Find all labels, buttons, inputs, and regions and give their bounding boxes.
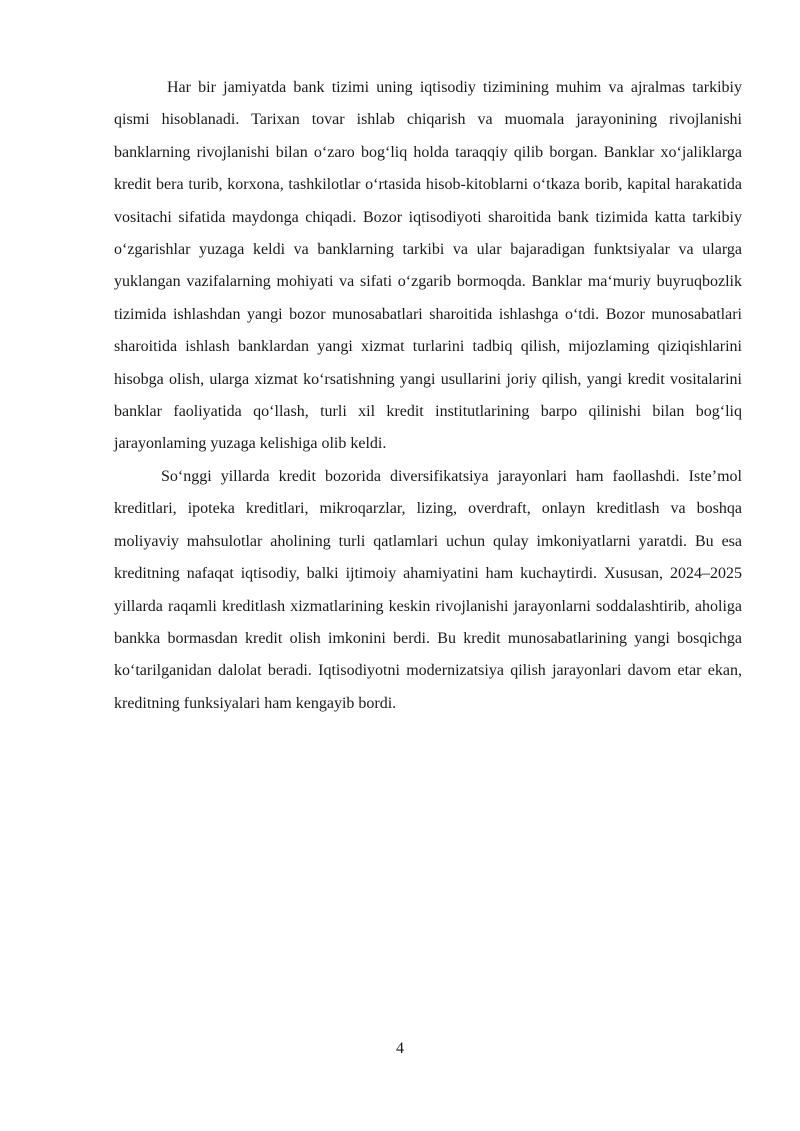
paragraph-1: Har bir jamiyatda bank tizimi uning iqtisodiy tizimining muhim va ajralmas tarkibiy qismi hisoblanadi. Tarixan tovar ishlab chiqarish va muomala jarayonining rivojlanishi banklarning rivojlanishi bilan o‘zaro bog‘liq holda taraqqiy qilib borgan. Banklar xo‘jaliklarga kredit bera turib, korxona, tashkilotlar o‘rtasida hisob-kitoblarni o‘tkaza borib, kapital harakatida vositachi sifatida maydonga chiqadi. Bozor iqtisodiyoti sharoitida bank tizimida katta tarkibiy o‘zgarishlar yuzaga keldi va banklarning tarkibi va ular bajaradigan funktsiyalar va ularga yuklangan vazifalarning mohiyati va sifati o‘zgarib bormoqda. Banklar ma‘muriy buyruqbozlik tizimida ishlashdan yangi bozor munosabatlari sharoitida ishlashga o‘tdi. Bozor munosabatlari sharoitida ishlash banklardan yangi xizmat turlarini tadbiq qilish, mijozlaming qiziqishlarini hisobga olish, ularga xizmat ko‘rsatishning yangi usullarini joriy qilish, yangi kredit vositalarini banklar faoliyatida qo‘llash, turli xil kredit institutlarining barpo qilinishi bilan bog‘liq jarayonlaming yuzaga kelishiga olib keldi. xyxy=(114,79,742,453)
paragraph-2: So‘nggi yillarda kredit bozorida diversifikatsiya jarayonlari ham faollashdi. Iste’mol kreditlari, ipoteka kreditlari, mikroqarzlar, lizing, overdraft, onlayn kreditlash va boshqa moliyaviy mahsulotlar aholining turli qatlamlari uchun qulay imkoniyatlarni yaratdi. Bu esa kreditning nafaqat iqtisodiy, balki ijtimoiy ahamiyatini ham kuchaytirdi. Xususan, 2024–2025 yillarda raqamli kreditlash xizmatlarining keskin rivojlanishi jarayonlarni soddalashtirib, aholiga bankka bormasdan kredit olish imkonini berdi. Bu kredit munosabatlarining yangi bosqichga ko‘tarilganidan dalolat beradi. Iqtisodiyotni modernizatsiya qilish jarayonlari davom etar ekan, kreditning funksiyalari ham kengayib bordi. xyxy=(114,467,742,712)
page-number: 4 xyxy=(396,1040,404,1057)
document-body xyxy=(114,72,742,720)
